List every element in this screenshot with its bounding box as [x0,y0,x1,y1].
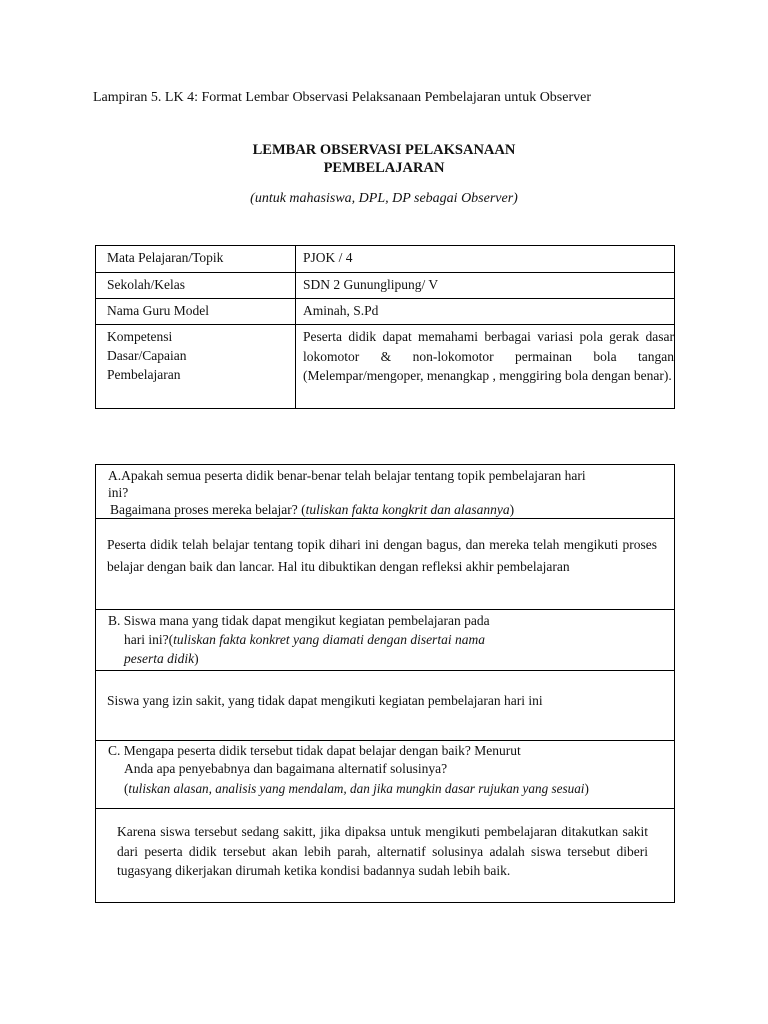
question-b-line: peserta didik) [124,651,199,666]
question-b [96,610,674,671]
answer-a-text: Peserta didik telah belajar tentang topik dihari ini dengan bagus, dan mereka telah mengikuti proses belajar dengan baik dan lancar. Hal itu dibuktikan dengan refleksi akhir pembelajaran [107,537,657,574]
answer-c-text: Karena siswa tersebut sedang sakitt, jika dipaksa untuk mengikuti pembelajaran ditakutkan sakit dari peserta didik tersebut akan lebih parah, alternatif solusinya adalah siswa tersebut diberi tugasyang dikerjakan dirumah ketika kondisi badannya sudah lebih baik. [117,824,648,878]
info-row-competency [96,325,675,409]
question-b-line: B. Siswa mana yang tidak dapat mengikut kegiatan pembelajaran pada [108,613,490,628]
answer-c [96,809,674,903]
answer-b-text: Siswa yang izin sakit, yang tidak dapat mengikuti kegiatan pembelajaran hari ini [107,693,543,708]
question-a-line: A.Apakah semua peserta didik benar-benar telah belajar tentang topik pembelajaran hari [108,468,586,483]
info-row-school [96,273,675,299]
info-value: PJOK / 4 [296,246,675,273]
question-c-line: Anda apa penyebabnya dan bagaimana alternatif solusinya? [124,761,448,776]
competency-label-line: Kompetensi [107,329,173,344]
question-b-line: hari ini?(tuliskan fakta konkret yang diamati dengan disertai nama [124,632,485,647]
question-c-line: (tuliskan alasan, analisis yang mendalam, dan jika mungkin dasar rujukan yang sesuai) [124,781,589,796]
document-subtitle: (untuk mahasiswa, DPL, DP sebagai Observer) [250,191,518,206]
question-c-line: C. Mengapa peserta didik tersebut tidak dapat belajar dengan baik? Menurut [108,743,521,758]
info-label-competency [96,325,296,409]
question-a-line: ini? [108,485,129,500]
question-a [96,465,674,519]
observation-questions [95,464,675,903]
competency-label-line: Pembelajaran [107,367,181,382]
info-value-competency: Peserta didik dapat memahami berbagai variasi pola gerak dasar lokomotor & non-lokomotor permainan bola tangan (Melempar/mengoper, menangkap , menggiring bola dengan benar). [296,325,675,409]
info-row-teacher [96,299,675,325]
answer-a [96,519,674,610]
answer-b [96,671,674,741]
document-header: Lampiran 5. LK 4: Format Lembar Observasi Pelaksanaan Pembelajaran untuk Observer [93,90,592,105]
info-table [95,245,675,409]
competency-label-line: Dasar/Capaian [107,348,187,363]
info-label: Nama Guru Model [96,299,296,325]
document-title-line1: LEMBAR OBSERVASI PELAKSANAAN [252,142,516,158]
document-title-line2: PEMBELAJARAN [323,160,445,176]
info-label: Mata Pelajaran/Topik [96,246,296,273]
question-a-line: Bagaimana proses mereka belajar? (tuliskan fakta kongkrit dan alasannya) [110,502,515,517]
info-label: Sekolah/Kelas [96,273,296,299]
info-value: Aminah, S.Pd [296,299,675,325]
info-row-topic [96,246,675,273]
question-c [96,741,674,809]
info-value: SDN 2 Gununglipung/ V [296,273,675,299]
